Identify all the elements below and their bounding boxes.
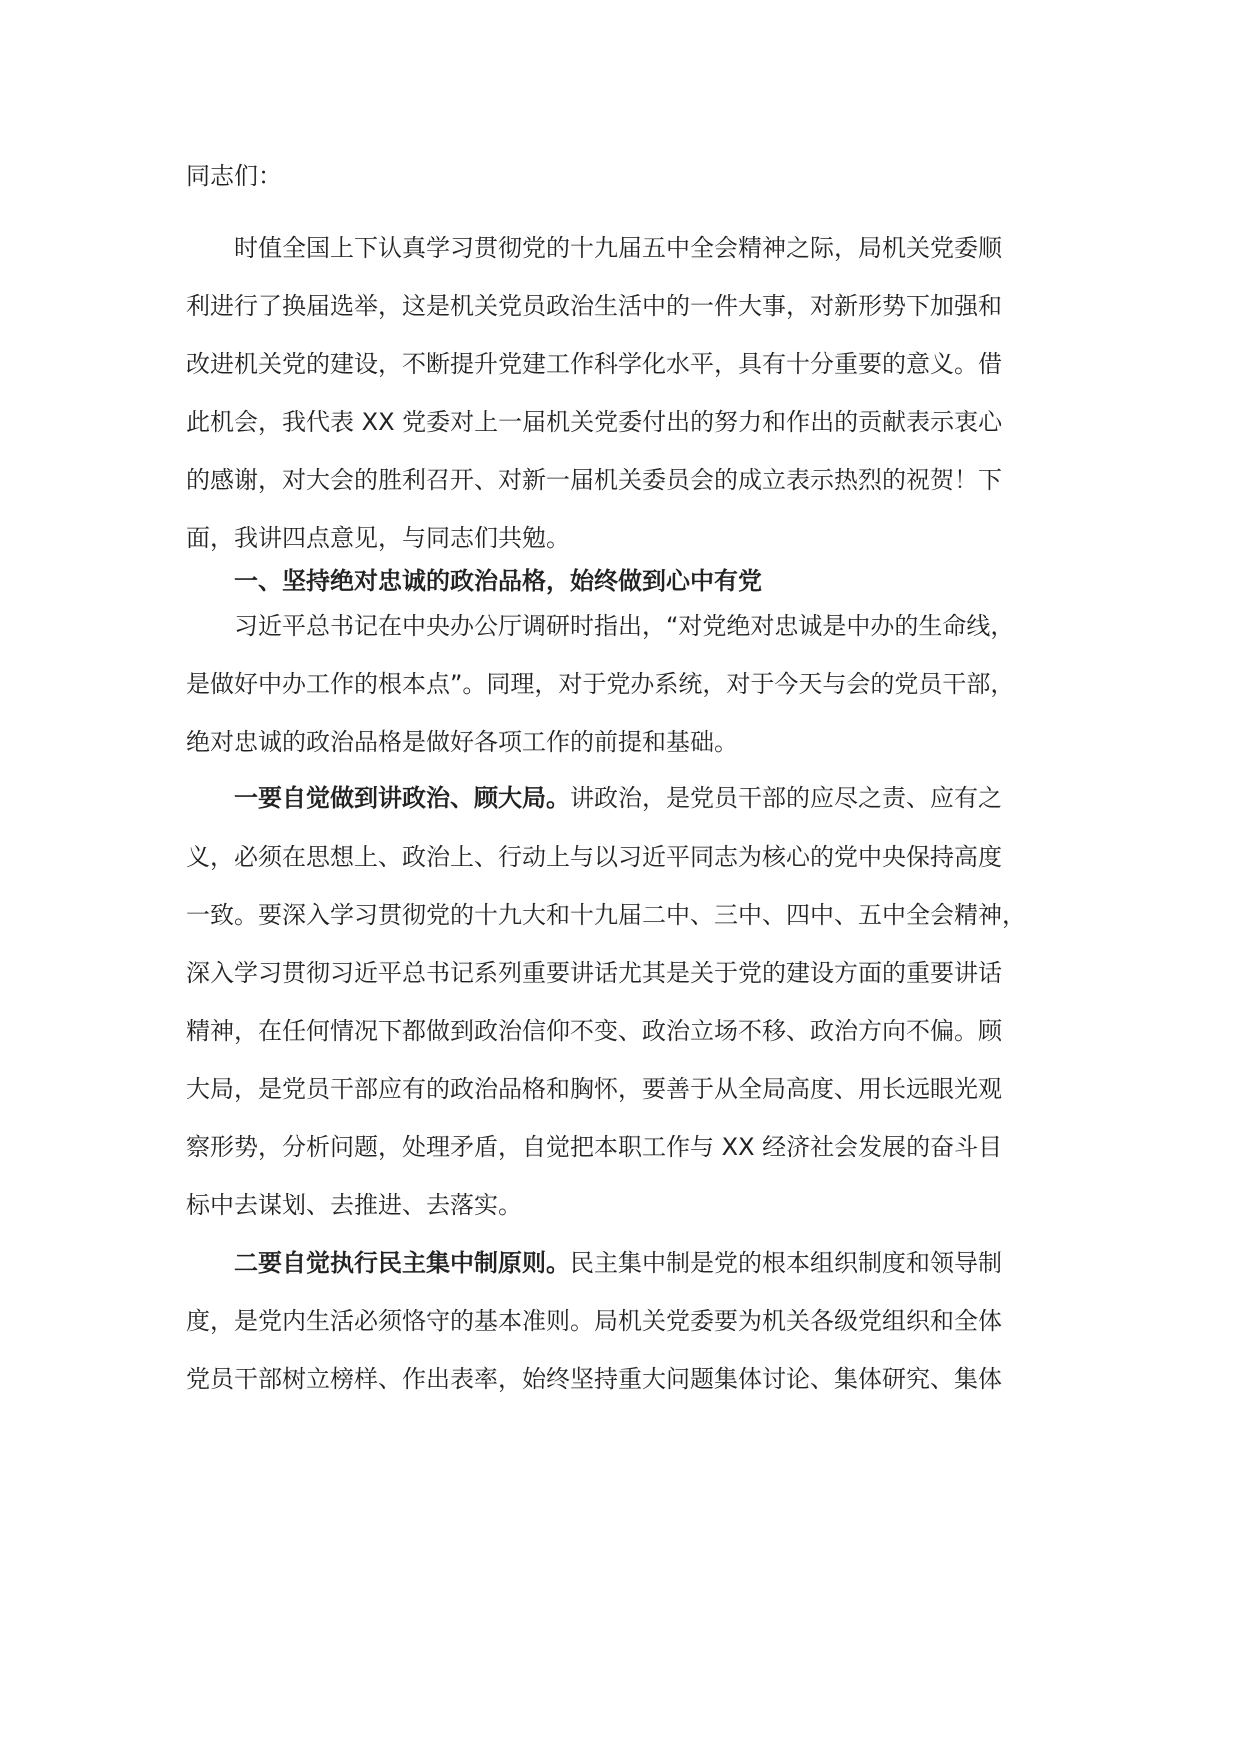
section1-line: 习近平总书记在中央办公厅调研时指出，“对党绝对忠诚是中办的生命线， [234,612,1015,640]
point1-first-line [234,782,1066,814]
point1-line: 义，必须在思想上、政治上、行动上与以习近平同志为核心的党中央保持高度 [186,843,1002,871]
point1-line: 大局，是党员干部应有的政治品格和胸怀，要善于从全局高度、用长远眼光观 [186,1075,1002,1103]
section-heading: 一、坚持绝对忠诚的政治品格，始终做到心中有党 [234,567,762,595]
point2-heading: 二要自觉执行民主集中制原则。 [234,1249,570,1277]
point1-text: 讲政治，是党员干部的应尽之责、应有之 [570,784,1002,812]
section1-line: 是做好中办工作的根本点”。同理，对于党办系统，对于今天与会的党员干部， [186,670,1015,698]
section1-line: 绝对忠诚的政治品格是做好各项工作的前提和基础。 [186,728,738,756]
greeting: 同志们： [186,162,282,190]
intro-line: 利进行了换届选举，这是机关党员政治生活中的一件大事，对新形势下加强和 [186,292,1002,320]
intro-line: 此机会，我代表 XX 党委对上一届机关党委付出的努力和作出的贡献表示衷心 [186,408,1003,436]
point1-line: 一致。要深入学习贯彻党的十九大和十九届二中、三中、四中、五中全会精神， [186,901,1026,929]
point2-line: 度，是党内生活必须恪守的基本准则。局机关党委要为机关各级党组织和全体 [186,1307,1002,1335]
intro-line: 面，我讲四点意见，与同志们共勉。 [186,524,570,552]
point2-text: 民主集中制是党的根本组织制度和领导制 [570,1249,1002,1277]
intro-line: 的感谢，对大会的胜利召开、对新一届机关委员会的成立表示热烈的祝贺！下 [186,466,1002,494]
point1-heading: 一要自觉做到讲政治、顾大局。 [234,784,570,812]
intro-line: 改进机关党的建设，不断提升党建工作科学化水平，具有十分重要的意义。借 [186,350,1002,378]
point1-line: 标中去谋划、去推进、去落实。 [186,1191,522,1219]
point2-line: 党员干部树立榜样、作出表率，始终坚持重大问题集体讨论、集体研究、集体 [186,1365,1002,1393]
point2-first-line [234,1247,1066,1279]
point1-line: 深入学习贯彻习近平总书记系列重要讲话尤其是关于党的建设方面的重要讲话 [186,959,1002,987]
intro-line: 时值全国上下认真学习贯彻党的十九届五中全会精神之际，局机关党委顺 [234,234,1002,262]
point1-line: 精神，在任何情况下都做到政治信仰不变、政治立场不移、政治方向不偏。顾 [186,1017,1002,1045]
point1-line: 察形势，分析问题，处理矛盾，自觉把本职工作与 XX 经济社会发展的奋斗目 [186,1133,1003,1161]
